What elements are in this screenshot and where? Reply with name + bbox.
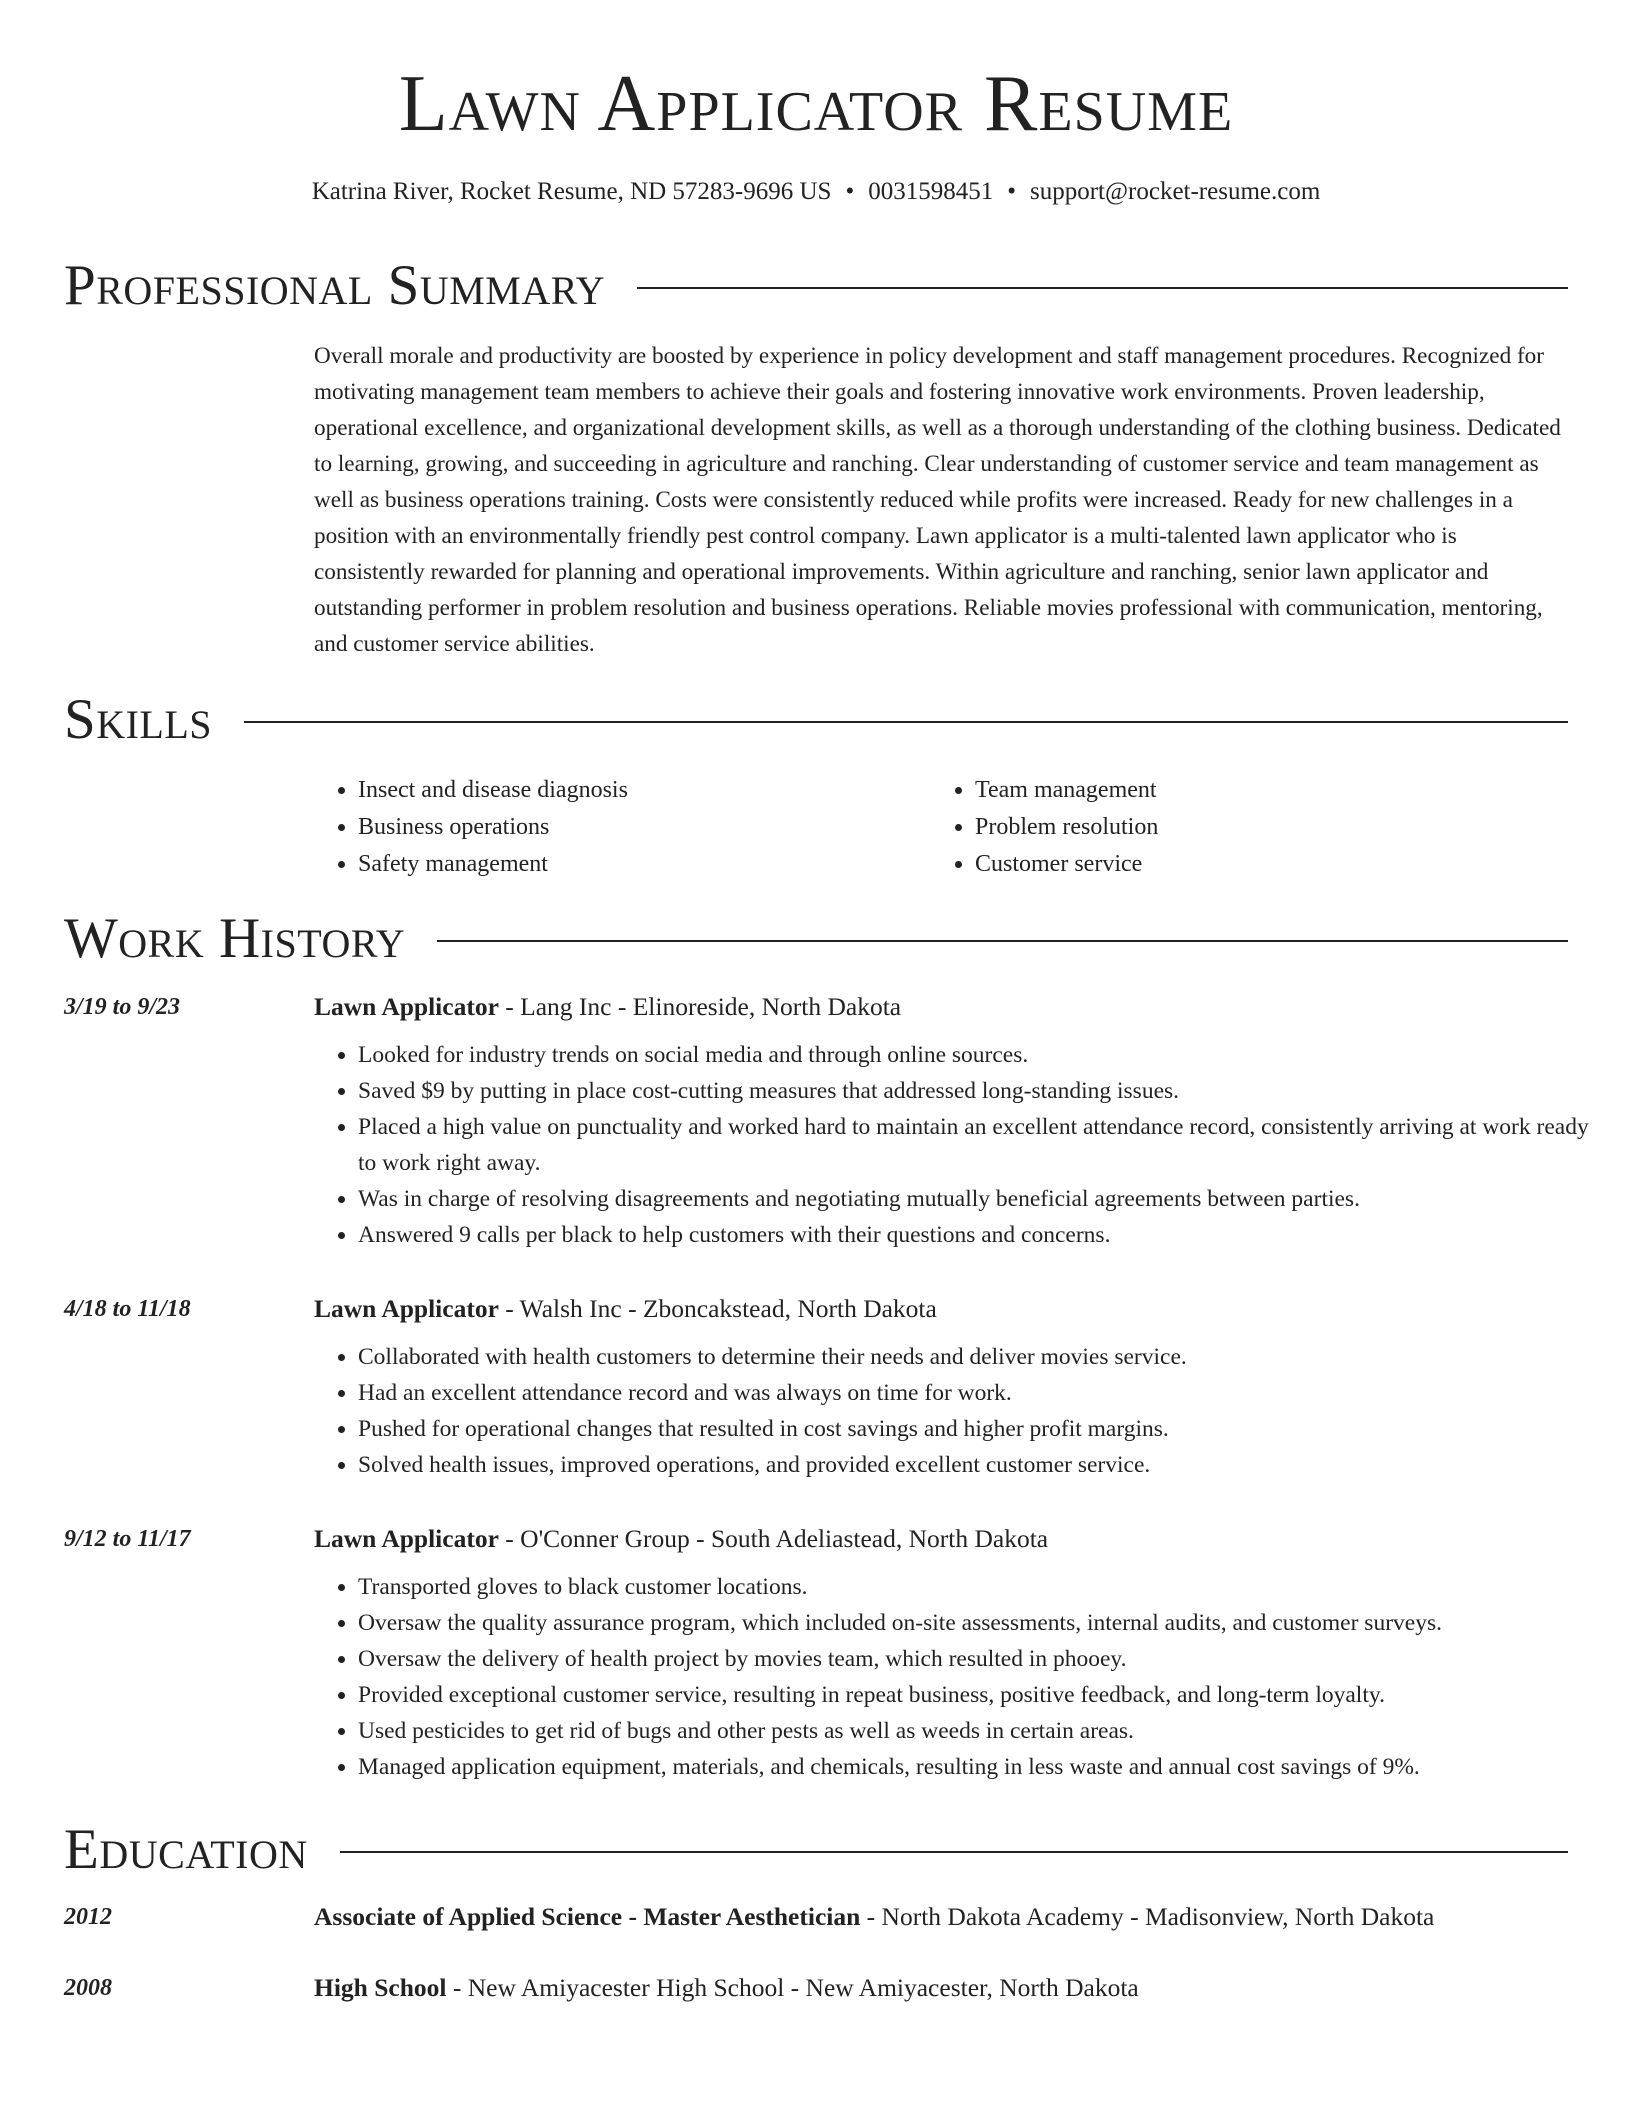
section-title-work: Work History: [64, 907, 406, 970]
skill-item: • Business operations: [358, 809, 931, 846]
section-header-education: [64, 1820, 1568, 1880]
education-degree: High School: [314, 1973, 447, 2002]
section-title-skills: Skills: [64, 688, 213, 751]
job-bullet: • Managed application equipment, materials, and chemicals, resulting in less waste and annual cost savings of 9%.: [358, 1749, 1612, 1785]
job-details: - Walsh Inc - Zboncakstead, North Dakota: [498, 1294, 937, 1323]
contact-phone: 0031598451: [868, 178, 994, 205]
skill-item: • Team management: [975, 772, 1548, 809]
contact-line: [0, 176, 1632, 208]
contact-separator: •: [845, 178, 855, 205]
job-bullet: • Pushed for operational changes that resulted in cost savings and higher profit margins.: [358, 1411, 1612, 1447]
skills-list: [314, 772, 1568, 883]
job-dates: 4/18 to 11/18: [64, 1296, 191, 1322]
job-bullet: • Transported gloves to black customer locations.: [358, 1569, 1612, 1605]
job-bullet: • Placed a high value on punctuality and worked hard to maintain an excellent attendance record, consistently arriving at work ready to work right away.: [358, 1109, 1612, 1181]
section-divider: [437, 940, 1568, 942]
job-role: Lawn Applicator: [314, 992, 499, 1021]
job-dates: 3/19 to 9/23: [64, 994, 181, 1020]
job-dates: 9/12 to 11/17: [64, 1526, 191, 1552]
section-divider: [244, 721, 1568, 723]
job-bullet: • Oversaw the delivery of health project by movies team, which resulted in phooey.: [358, 1641, 1612, 1677]
contact-address: Katrina River, Rocket Resume, ND 57283-9696 US: [311, 178, 832, 205]
job-bullets: [314, 1569, 1612, 1785]
section-title-summary: Professional Summary: [64, 254, 606, 317]
section-header-summary: [64, 256, 1568, 316]
education-heading: [314, 1901, 1434, 1933]
education-details: - New Amiyacester High School - New Amiyacester, North Dakota: [446, 1973, 1139, 2002]
job-role: Lawn Applicator: [314, 1294, 499, 1323]
job-bullets: [314, 1339, 1612, 1483]
section-divider: [637, 287, 1568, 289]
job-heading: [314, 991, 901, 1023]
job-bullet: • Had an excellent attendance record and was always on time for work.: [358, 1375, 1612, 1411]
job-heading: [314, 1523, 1048, 1555]
section-header-skills: [64, 690, 1568, 750]
job-bullet: • Collaborated with health customers to determine their needs and deliver movies service.: [358, 1339, 1612, 1375]
job-bullet: • Answered 9 calls per black to help customers with their questions and concerns.: [358, 1217, 1612, 1253]
section-divider: [340, 1851, 1568, 1853]
resume-title: Lawn Applicator Resume: [398, 60, 1234, 148]
education-degree: Associate of Applied Science - Master Aesthetician: [314, 1902, 861, 1931]
skill-item: • Insect and disease diagnosis: [358, 772, 931, 809]
job-heading: [314, 1293, 937, 1325]
section-title-education: Education: [64, 1818, 308, 1881]
job-bullet: • Looked for industry trends on social media and through online sources.: [358, 1037, 1612, 1073]
summary-text: Overall morale and productivity are boosted by experience in policy development and staff management procedures. Recognized for motivating management team members to achieve their goals and fostering innovative work environments. Proven leadership, operational excellence, and organizational development skills, as well as a thorough understanding of the clothing business. Dedicated to learning, growing, and succeeding in agriculture and ranching. Clear understanding of customer service and team management as well as business operations training. Costs were consistently reduced while profits were increased. Ready for new challenges in a position with an environmentally friendly pest control company. Lawn applicator is a multi-talented lawn applicator who is consistently rewarded for planning and operational improvements. Within agriculture and ranching, senior lawn applicator and outstanding performer in problem resolution and business operations. Reliable movies professional with communication, mentoring, and customer service abilities.: [314, 343, 1561, 657]
job-bullet: • Oversaw the quality assurance program, which included on-site assessments, internal audits, and customer surveys.: [358, 1605, 1612, 1641]
skill-item: • Problem resolution: [975, 809, 1548, 846]
job-details: - Lang Inc - Elinoreside, North Dakota: [498, 992, 902, 1021]
job-bullet: • Used pesticides to get rid of bugs and other pests as well as weeds in certain areas.: [358, 1713, 1612, 1749]
contact-email: support@rocket-resume.com: [1030, 178, 1321, 205]
skills-column-right: [931, 772, 1548, 883]
job-details: - O'Conner Group - South Adeliastead, North Dakota: [498, 1524, 1049, 1553]
education-year: 2008: [64, 1975, 112, 2001]
contact-separator: •: [1007, 178, 1016, 205]
job-bullet: • Provided exceptional customer service, resulting in repeat business, positive feedback, and long-term loyalty.: [358, 1677, 1612, 1713]
skills-column-left: [314, 772, 931, 883]
job-bullet: • Solved health issues, improved operations, and provided excellent customer service.: [358, 1447, 1612, 1483]
job-bullets: [314, 1037, 1612, 1253]
skill-item: • Customer service: [975, 846, 1548, 883]
education-year: 2012: [64, 1904, 112, 1930]
section-header-work: [64, 909, 1568, 969]
education-details: - North Dakota Academy - Madisonview, North Dakota: [860, 1902, 1435, 1931]
job-bullet: • Saved $9 by putting in place cost-cutting measures that addressed long-standing issues.: [358, 1073, 1612, 1109]
skill-item: • Safety management: [358, 846, 931, 883]
job-bullet: • Was in charge of resolving disagreements and negotiating mutually beneficial agreements between parties.: [358, 1181, 1612, 1217]
education-heading: [314, 1972, 1139, 2004]
job-role: Lawn Applicator: [314, 1524, 499, 1553]
